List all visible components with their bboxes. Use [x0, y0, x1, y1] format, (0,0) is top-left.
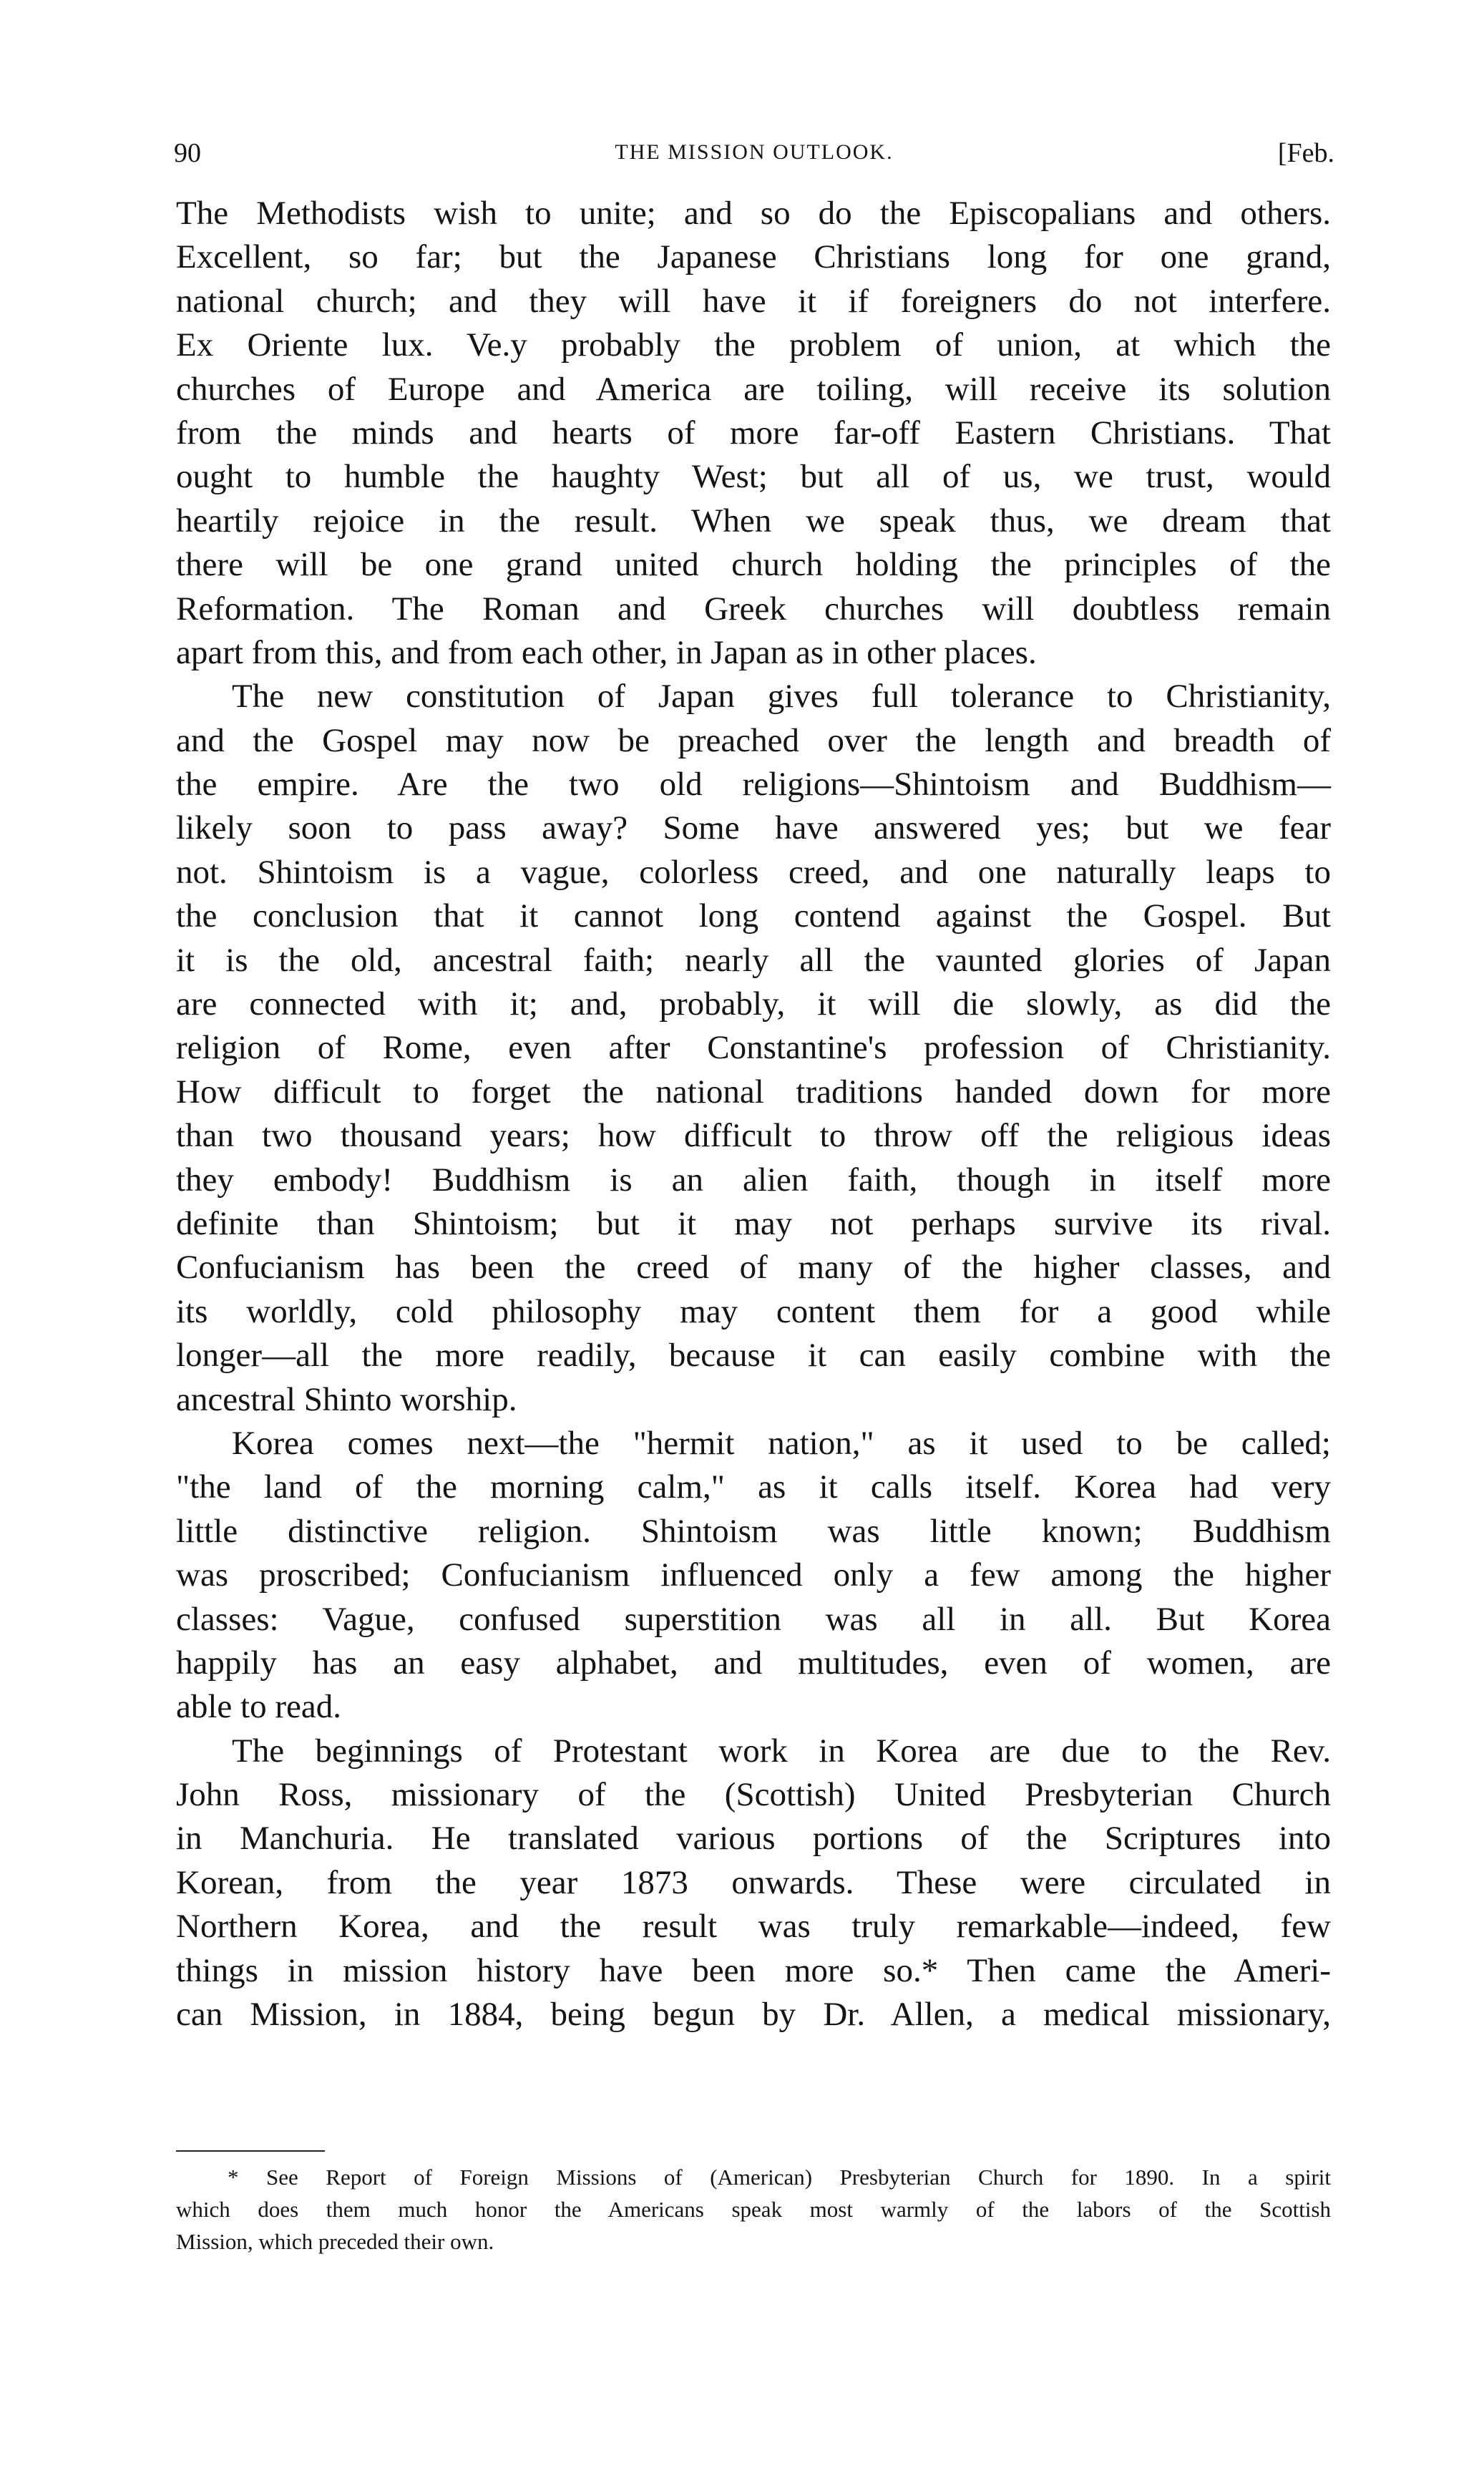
body-text [176, 192, 1331, 2036]
text-line: little distinctive religion. Shintoism was little known; Buddhism [176, 1512, 1331, 1550]
text-line: are connected with it; and, probably, it will die slowly, as did the [176, 985, 1331, 1023]
footnote-line: Mission, which preceded their own. [176, 2229, 494, 2254]
text-line: religion of Rome, even after Constantine's profession of Christianity. [176, 1029, 1331, 1067]
text-line: churches of Europe and America are toiling, will receive its solution [176, 370, 1331, 408]
text-line: Reformation. The Roman and Greek churches will doubtless remain [176, 590, 1331, 628]
text-line: there will be one grand united church holding the principles of the [176, 546, 1331, 584]
footnote-line: * See Report of Foreign Missions of (American) Presbyterian Church for 1890. In a spirit [228, 2165, 1331, 2190]
text-line: The new constitution of Japan gives full tolerance to Christianity, [232, 678, 1331, 716]
text-line: Excellent, so far; but the Japanese Christians long for one grand, [176, 238, 1331, 276]
text-line: longer—all the more readily, because it can easily combine with the [176, 1337, 1331, 1375]
text-line: heartily rejoice in the result. When we speak thus, we dream that [176, 502, 1331, 540]
running-header [174, 137, 1334, 183]
text-line: Korea comes next—the "hermit nation," as it used to be called; [232, 1424, 1331, 1462]
text-line: its worldly, cold philosophy may content them for a good while [176, 1292, 1331, 1330]
text-line: likely soon to pass away? Some have answered yes; but we fear [176, 809, 1331, 847]
footnote [176, 2161, 1331, 2258]
text-line: national church; and they will have it if foreigners do not interfere. [176, 282, 1331, 320]
text-line: John Ross, missionary of the (Scottish) United Presbyterian Church [176, 1776, 1331, 1814]
text-line: and the Gospel may now be preached over the length and breadth of [176, 721, 1331, 759]
text-line: from the minds and hearts of more far-off Eastern Christians. That [176, 414, 1331, 452]
text-line: The beginnings of Protestant work in Korea are due to the Rev. [232, 1732, 1331, 1770]
text-line: able to read. [176, 1688, 341, 1726]
text-line: ought to humble the haughty West; but all of us, we trust, would [176, 458, 1331, 496]
text-line: Northern Korea, and the result was truly remarkable—indeed, few [176, 1908, 1331, 1946]
text-line: Confucianism has been the creed of many of the higher classes, and [176, 1249, 1331, 1287]
text-line: the conclusion that it cannot long contend against the Gospel. But [176, 897, 1331, 935]
page-number: 90 [174, 138, 201, 168]
text-line: in Manchuria. He translated various portions of the Scriptures into [176, 1820, 1331, 1858]
text-line: than two thousand years; how difficult to throw off the religious ideas [176, 1117, 1331, 1155]
text-line: they embody! Buddhism is an alien faith, though in itself more [176, 1161, 1331, 1199]
text-line: was proscribed; Confucianism influenced only a few among the higher [176, 1556, 1331, 1594]
text-line: The Methodists wish to unite; and so do the Episcopalians and others. [176, 195, 1331, 232]
month-label: [Feb. [1277, 138, 1334, 168]
text-line: things in mission history have been more so.* Then came the Ameri- [176, 1951, 1331, 1989]
text-line: classes: Vague, confused superstition was all in all. But Korea [176, 1600, 1331, 1638]
text-line: it is the old, ancestral faith; nearly all the vaunted glories of Japan [176, 941, 1331, 979]
text-line: can Mission, in 1884, being begun by Dr. Allen, a medical missionary, [176, 1996, 1331, 2034]
text-line: Ex Oriente lux. Ve.y probably the problem of union, at which the [176, 326, 1331, 364]
text-line: "the land of the morning calm," as it calls itself. Korea had very [176, 1468, 1331, 1506]
text-line: ancestral Shinto worship. [176, 1380, 517, 1418]
text-line: not. Shintoism is a vague, colorless creed, and one naturally leaps to [176, 853, 1331, 891]
running-title: THE MISSION OUTLOOK. [615, 140, 894, 164]
text-line: the empire. Are the two old religions—Shintoism and Buddhism— [176, 766, 1331, 804]
text-line: happily has an easy alphabet, and multitudes, even of women, are [176, 1644, 1331, 1682]
text-line: apart from this, and from each other, in Japan as in other places. [176, 633, 1037, 671]
text-line: definite than Shintoism; but it may not perhaps survive its rival. [176, 1204, 1331, 1242]
text-line: Korean, from the year 1873 onwards. These were circulated in [176, 1863, 1331, 1901]
footnote-line: which does them much honor the Americans speak most warmly of the labors of the Scottish [176, 2197, 1331, 2222]
text-line: How difficult to forget the national traditions handed down for more [176, 1073, 1331, 1111]
footnote-separator [176, 2150, 325, 2152]
